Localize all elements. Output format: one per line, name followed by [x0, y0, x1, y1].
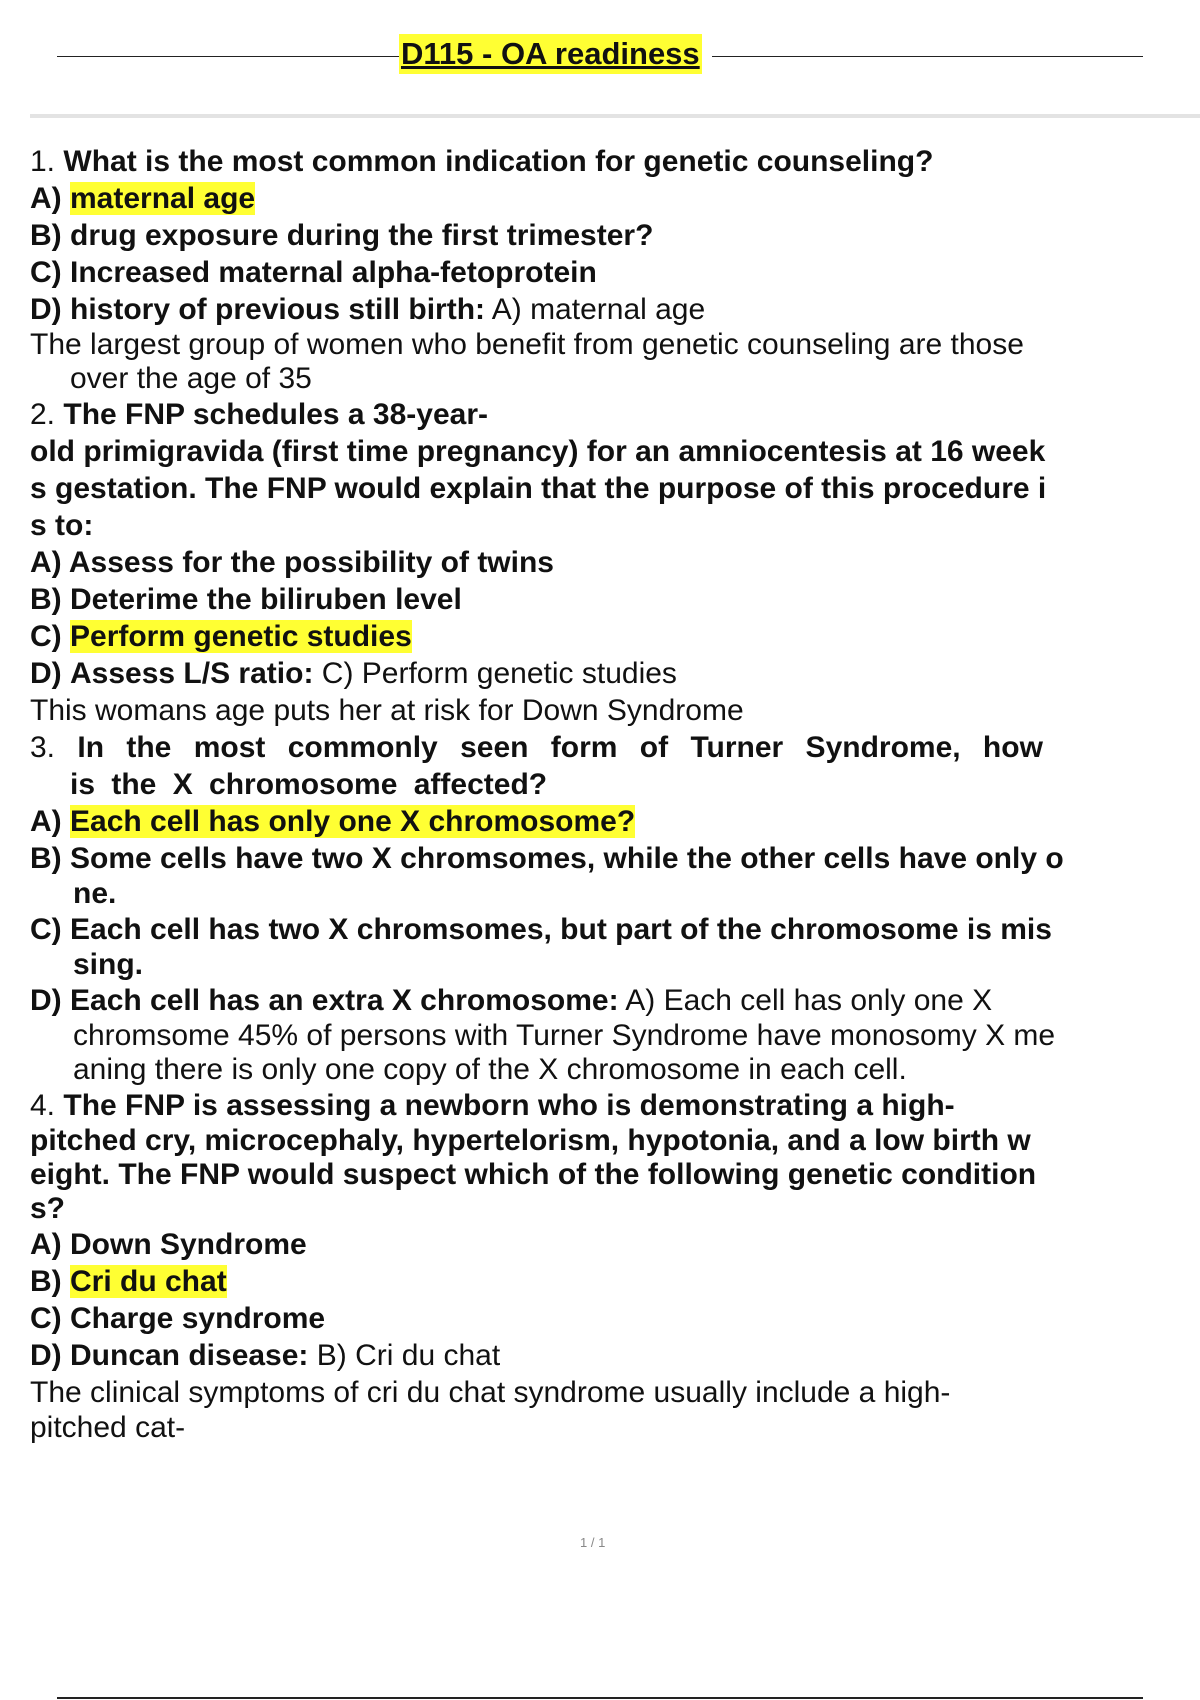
option-label: B) [30, 219, 62, 252]
option-label: C) [30, 1302, 62, 1335]
q4-option-a [30, 1226, 1200, 1263]
q4-explanation-line2: pitched cat- [30, 1411, 186, 1444]
option-label: C) [30, 620, 62, 653]
q2-text: The FNP schedules a 38-year- [63, 398, 489, 431]
header-rule-right [712, 56, 1143, 57]
option-text-highlighted: Each cell has only one X chromosome? [70, 805, 636, 838]
option-label: A) [30, 182, 62, 215]
q4-question-line2: pitched cry, microcephaly, hypertelorism, hypotonia, and a low birth w [30, 1124, 1031, 1157]
q1-explanation-line1: The largest group of women who benefit from genetic counseling are those [30, 328, 1024, 361]
page-number: 1 / 1 [580, 1535, 606, 1550]
q1-answer: A) maternal age [491, 293, 706, 326]
q4-number: 4. [30, 1089, 56, 1122]
option-text-highlighted: Perform genetic studies [70, 620, 412, 653]
option-text-highlighted: Cri du chat [70, 1265, 227, 1298]
q4-option-c [30, 1300, 1200, 1337]
q3-option-b-line1 [30, 840, 1200, 877]
option-text: Increased maternal alpha-fetoprotein [70, 256, 597, 289]
q1-question [30, 143, 1200, 180]
q3-number: 3. [30, 731, 56, 764]
q4-option-d [30, 1337, 1200, 1374]
option-text: history of previous still birth: [70, 293, 486, 326]
option-label: D) [30, 657, 62, 690]
q4-text: The FNP is assessing a newborn who is demonstrating a high- [63, 1089, 955, 1122]
q3-text: In the most commonly seen form of Turner Syndrome, how [77, 731, 1043, 764]
q4-question-line1 [30, 1087, 1200, 1124]
q2-number: 2. [30, 398, 56, 431]
option-text: Down Syndrome [70, 1228, 307, 1261]
option-label: B) [30, 583, 62, 616]
option-text: Duncan disease: [70, 1339, 309, 1372]
q1-option-a [30, 180, 1200, 217]
option-text: Each cell has two X chromsomes, but part of the chromosome is mis [70, 913, 1052, 946]
option-label: C) [30, 256, 62, 289]
option-text: Assess L/S ratio: [70, 657, 314, 690]
q3-option-d [30, 982, 1200, 1019]
option-text: drug exposure during the first trimester? [70, 219, 654, 252]
q1-option-b [30, 217, 1200, 254]
q3-explanation-line1: chromsome 45% of persons with Turner Syndrome have monosomy X me [73, 1019, 1056, 1052]
q4-question-line4: s? [30, 1192, 66, 1225]
option-label: B) [30, 842, 62, 875]
q3-option-c-line1 [30, 911, 1200, 948]
q2-option-b [30, 581, 1200, 618]
option-text: Charge syndrome [70, 1302, 326, 1335]
option-label: D) [30, 1339, 62, 1372]
q2-option-c [30, 618, 1200, 655]
option-label: A) [30, 1228, 62, 1261]
q1-option-c [30, 254, 1200, 291]
q1-number: 1. [30, 145, 56, 178]
option-label: D) [30, 984, 62, 1017]
option-label: C) [30, 913, 62, 946]
q2-question-line2: old primigravida (first time pregnancy) for an amniocentesis at 16 week [30, 435, 1046, 468]
q1-text: What is the most common indication for genetic counseling? [63, 145, 934, 178]
q2-explanation: This womans age puts her at risk for Down Syndrome [30, 694, 744, 727]
q3-question-line2: is the X chromosome affected? [70, 768, 548, 801]
option-text: Each cell has an extra X chromosome: [70, 984, 619, 1017]
option-label: B) [30, 1265, 62, 1298]
q4-answer: B) Cri du chat [316, 1339, 501, 1372]
q4-question-line3: eight. The FNP would suspect which of the following genetic condition [30, 1158, 1037, 1191]
document-body [30, 143, 1200, 1445]
q4-explanation-line1: The clinical symptoms of cri du chat syndrome usually include a high- [30, 1376, 951, 1409]
q3-answer: A) Each cell has only one X [625, 984, 993, 1017]
option-text-highlighted: maternal age [70, 182, 256, 215]
q3-option-c-line2: sing. [73, 948, 144, 981]
q3-explanation-line2: aning there is only one copy of the X chromosome in each cell. [73, 1053, 907, 1086]
header-rule-left [57, 56, 399, 57]
q3-option-b-line2: ne. [73, 877, 117, 910]
q1-option-d [30, 291, 1200, 328]
option-text: Some cells have two X chromsomes, while the other cells have only o [70, 842, 1064, 875]
page-header [57, 34, 1143, 74]
option-text: Deterime the biliruben level [70, 583, 462, 616]
q2-option-a [30, 544, 1200, 581]
document-title: D115 - OA readiness [399, 34, 702, 74]
q3-option-a [30, 803, 1200, 840]
q2-question-line4: s to: [30, 509, 94, 542]
option-label: A) [30, 805, 62, 838]
q4-option-b [30, 1263, 1200, 1300]
option-label: A) [30, 546, 62, 579]
q2-question-line1 [30, 396, 1200, 433]
footer-rule [57, 1697, 1143, 1699]
option-text: Assess for the possibility of twins [68, 546, 554, 579]
option-label: D) [30, 293, 62, 326]
q2-answer: C) Perform genetic studies [321, 657, 677, 690]
header-divider [30, 114, 1200, 118]
q3-question-line1 [30, 729, 1200, 766]
q2-option-d [30, 655, 1200, 692]
q2-question-line3: s gestation. The FNP would explain that the purpose of this procedure i [30, 472, 1047, 505]
q1-explanation-line2: over the age of 35 [70, 362, 312, 395]
